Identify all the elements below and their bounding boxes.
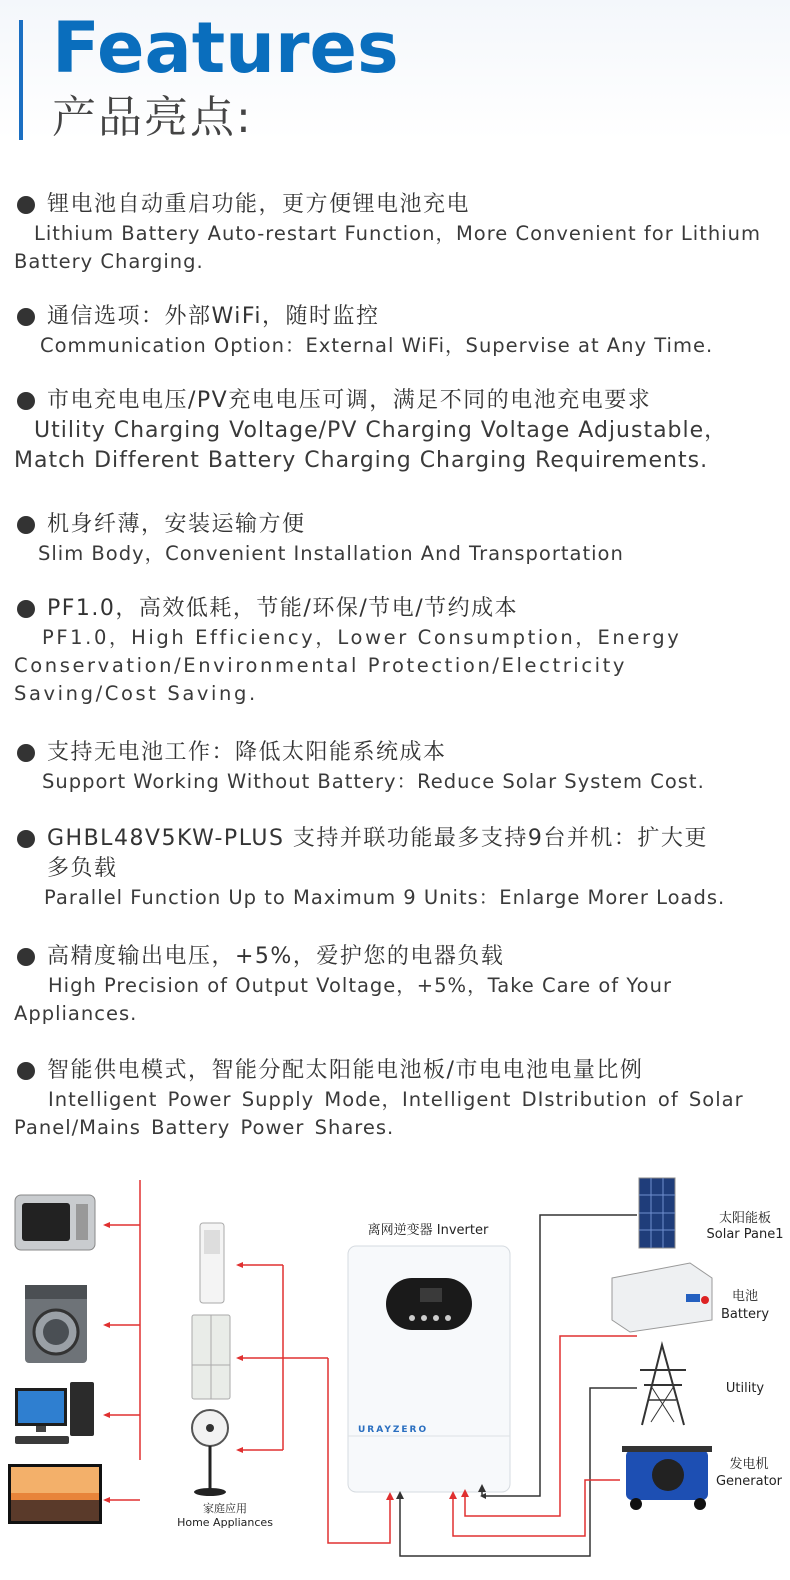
air-conditioner-icon [200, 1223, 224, 1303]
microwave-icon [15, 1195, 95, 1250]
feature-desc-en: High Precision of Output Voltage，+5%，Take Care of Your Appliances. [14, 974, 672, 1025]
bullet-icon [17, 392, 35, 410]
fan-icon [192, 1410, 228, 1496]
bullet-icon [17, 744, 35, 762]
bullet-icon [17, 600, 35, 618]
solar-label-zh: 太阳能板 [718, 1211, 771, 1226]
feature-item [14, 1056, 778, 1142]
feature-item [14, 386, 778, 476]
feature-item [14, 302, 778, 360]
battery-label-en: Battery [720, 1307, 770, 1322]
bullet-icon [17, 1062, 35, 1080]
bullet-icon [17, 196, 35, 214]
feature-title-zh: 机身纤薄，安装运输方便 [47, 512, 306, 537]
feature-title-zh: 支持无电池工作：降低太阳能系统成本 [47, 740, 447, 765]
appliance-bus-lines [103, 1180, 140, 1503]
feature-desc-en: Slim Body，Convenient Installation And Transportation [38, 542, 624, 565]
utility-tower-icon [640, 1345, 686, 1425]
washing-machine-icon [25, 1285, 87, 1363]
home-label-en: Home Appliances [177, 1516, 273, 1529]
feature-title-zh: 通信选项：外部WiFi，随时监控 [47, 304, 380, 329]
title-accent-bar [19, 20, 23, 140]
computer-icon [15, 1382, 94, 1444]
feature-title-zh: 高精度输出电压，+5%，爱护您的电器负载 [47, 944, 505, 969]
feature-desc-en: Utility Charging Voltage/PV Charging Voltage Adjustable，Match Different Battery Charging Charging Requirements. [14, 418, 728, 473]
feature-desc-en: PF1.0，High Efficiency，Lower Consumption，Energy Conservation/Environmental Protection/Electricity Saving/Cost Saving. [14, 626, 682, 705]
bullet-icon [17, 830, 35, 848]
battery-label-zh: 电池 [731, 1289, 758, 1304]
feature-title-zh: 锂电池自动重启功能，更方便锂电池充电 [47, 192, 471, 217]
battery-icon [612, 1263, 712, 1332]
feature-desc-en: Parallel Function Up to Maximum 9 Units：Enlarge Morer Loads. [44, 886, 726, 909]
home-label-zh: 家庭应用 [203, 1502, 247, 1515]
solar-label-en: Solar Pane1 [706, 1227, 784, 1242]
inverter-label: 离网逆变器 Inverter [367, 1223, 489, 1238]
feature-item [14, 510, 778, 568]
feature-item [14, 738, 778, 796]
feature-desc-en: Lithium Battery Auto-restart Function，More Convenient for Lithium Battery Charging. [14, 222, 761, 273]
inverter-icon [348, 1246, 510, 1492]
generator-icon [622, 1446, 712, 1510]
feature-desc-en: Intelligent Power Supply Mode，Intelligent DIstribution of Solar Panel/Mains Battery Power Shares. [14, 1088, 744, 1139]
generator-label-en: Generator [715, 1474, 782, 1489]
feature-item [14, 942, 778, 1028]
feature-item [14, 190, 778, 276]
feature-item [14, 594, 778, 708]
system-diagram [0, 1160, 790, 1580]
feature-title-zh: PF1.0，高效低耗，节能/环保/节电/节约成本 [47, 596, 519, 621]
feature-desc-en: Communication Option：External WiFi，Supervise at Any Time. [40, 334, 714, 357]
feature-item [14, 824, 778, 912]
feature-title-zh: 市电充电电压/PV充电电压可调，满足不同的电池充电要求 [47, 388, 652, 413]
refrigerator-icon [192, 1315, 230, 1399]
page-title-zh: 产品亮点: [52, 92, 253, 143]
utility-label: Utility [725, 1381, 765, 1396]
tv-icon [8, 1464, 102, 1524]
solar-panel-icon [639, 1178, 675, 1248]
feature-desc-en: Support Working Without Battery：Reduce Solar System Cost. [42, 770, 705, 793]
brand-logo-text: URAYZERO [358, 1425, 429, 1435]
feature-title-zh: GHBL48V5KW-PLUS 支持并联功能最多支持9台并机：扩大更多负载 [47, 826, 708, 881]
page-title-en: Features [52, 7, 399, 89]
generator-label-zh: 发电机 [729, 1457, 769, 1472]
bullet-icon [17, 948, 35, 966]
feature-title-zh: 智能供电模式，智能分配太阳能电池板/市电电池电量比例 [47, 1058, 644, 1083]
bullet-icon [17, 308, 35, 326]
bullet-icon [17, 516, 35, 534]
